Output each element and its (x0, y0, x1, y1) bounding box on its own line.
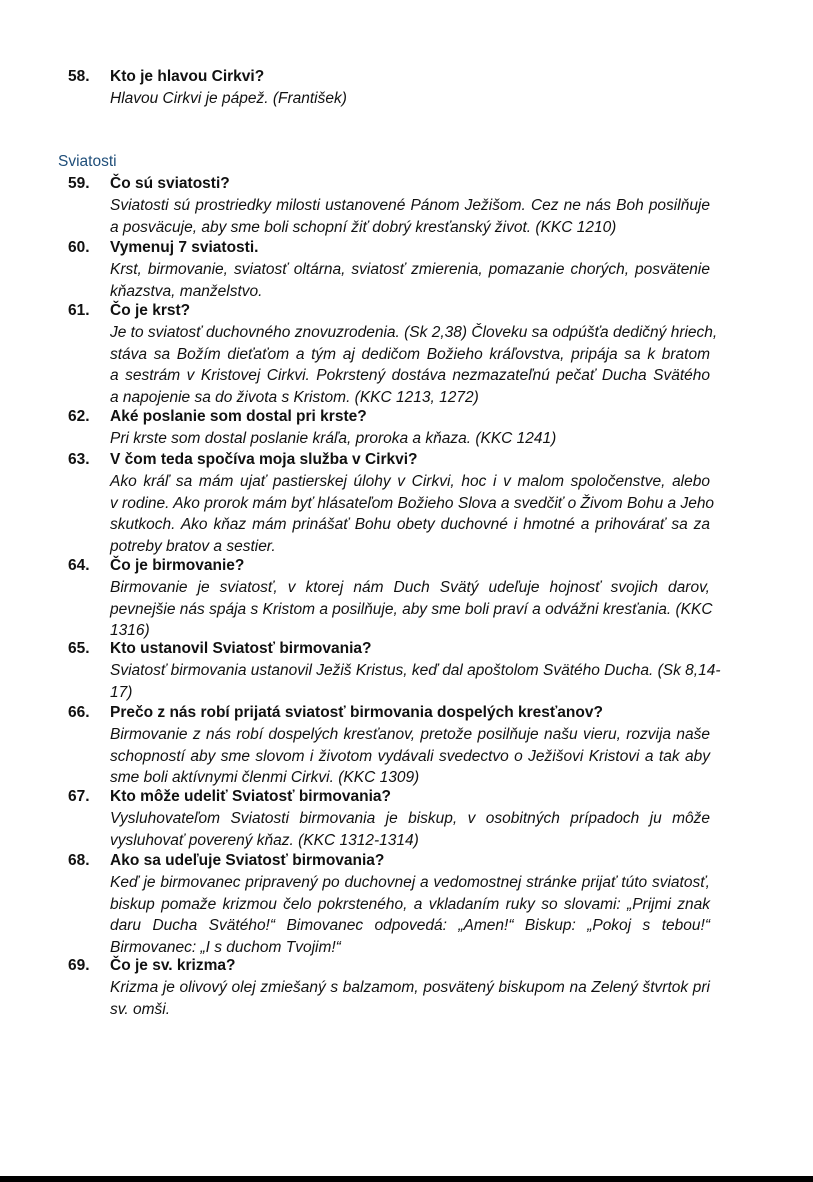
answer-line: schopností aby sme slovom i životom vydávali svedectvo o Ježišovi Kristovi a tak aby (110, 747, 710, 765)
question-number: 68. (68, 852, 90, 869)
answer-text (110, 428, 710, 450)
answer-line: stáva sa Božím dieťaťom a tým aj dedičom Božieho kráľovstva, pripája sa k bratom (110, 345, 710, 363)
question-heading (0, 638, 813, 660)
question-number: 61. (68, 302, 90, 319)
answer-line: a sestrám v Kristovej Cirkvi. Pokrstený dostáva nezmazateľnú pečať Ducha Svätého (110, 367, 710, 384)
answer-text (110, 724, 710, 789)
answer-text (110, 977, 710, 1020)
answer-line: Hlavou Cirkvi je pápež. (František) (110, 90, 347, 107)
question-number: 69. (68, 957, 90, 974)
question-number: 62. (68, 408, 90, 425)
answer-text (110, 471, 715, 557)
question-heading (0, 555, 813, 577)
answer-line: vysluhovať poverený kňaz. (KKC 1312-1314) (110, 831, 419, 849)
question-text: Vymenuj 7 sviatosti. (110, 239, 259, 256)
question-heading (0, 449, 813, 471)
question-heading (0, 406, 813, 428)
answer-text (110, 872, 710, 958)
answer-line: biskup pomaže krizmou čelo pokrsteného, a vkladaním ruky so slovami: „Prijmi znak (110, 895, 710, 913)
answer-line: Birmovanie z nás robí dospelých kresťanov, pretože posilňuje našu vieru, rozvija naše (110, 726, 710, 743)
answer-line: v rodine. Ako prorok mám byť hlásateľom Božieho Slova a svedčiť o Živom Bohu a Jeho (110, 494, 715, 512)
answer-line: Ako kráľ sa mám ujať pastierskej úlohy v Cirkvi, hoc i v malom spoločenstve, alebo (110, 473, 710, 490)
question-text: Kto ustanovil Sviatosť birmovania? (110, 640, 372, 657)
question-number: 66. (68, 704, 90, 721)
answer-line: Sviatosť birmovania ustanovil Ježiš Kristus, keď dal apoštolom Svätého Ducha. (Sk 8,14- (110, 662, 721, 679)
question-number: 58. (68, 68, 90, 85)
answer-line: Krizma je olivový olej zmiešaný s balzamom, posvätený biskupom na Zelený štvrtok pri (110, 979, 710, 996)
question-text: Prečo z nás robí prijatá sviatosť birmovania dospelých kresťanov? (110, 704, 603, 721)
question-heading (0, 786, 813, 808)
question-text: Čo sú sviatosti? (110, 175, 230, 192)
section-heading: Sviatosti (58, 153, 117, 170)
answer-text (110, 660, 721, 703)
answer-text (110, 577, 713, 642)
question-heading (0, 66, 813, 88)
answer-line: daru Ducha Svätého!“ Bimovanec odpovedá: „Amen!“ Biskup: „Pokoj s tebou!“ (110, 917, 710, 934)
question-text: Čo je birmovanie? (110, 557, 245, 574)
question-number: 64. (68, 557, 90, 574)
question-text: Kto je hlavou Cirkvi? (110, 68, 265, 85)
answer-text (110, 88, 710, 110)
question-heading (0, 850, 813, 872)
answer-line: Birmovanie je sviatosť, v ktorej nám Duch Svätý udeľuje hojnosť svojich darov, (110, 579, 710, 596)
answer-line: Sviatosti sú prostriedky milosti ustanovené Pánom Ježišom. Cez ne nás Boh posilňuje (110, 197, 710, 214)
answer-line: Keď je birmovanec pripravený po duchovnej a vedomostnej stránke prijať túto sviatosť, (110, 874, 710, 891)
question-text: Čo je sv. krizma? (110, 957, 236, 974)
answer-line: a posväcuje, aby sme boli schopní žiť dobrý kresťanský život. (KKC 1210) (110, 218, 617, 236)
page-bottom-border (0, 1176, 813, 1182)
question-heading (0, 300, 813, 322)
answer-line: Krst, birmovanie, sviatosť oltárna, sviatosť zmierenia, pomazanie chorých, posvätenie (110, 261, 710, 278)
answer-line: skutkoch. Ako kňaz mám prinášať Bohu obety duchovné i hmotné a prihovárať sa za (110, 516, 710, 533)
answer-text (110, 259, 710, 302)
question-heading (0, 955, 813, 977)
question-number: 65. (68, 640, 90, 657)
answer-line: sv. omši. (110, 1000, 170, 1018)
question-number: 60. (68, 239, 90, 256)
answer-line: 17) (110, 683, 133, 701)
answer-line: 1316) (110, 622, 150, 639)
answer-text (110, 322, 718, 408)
answer-text (110, 808, 710, 851)
question-text: Kto môže udeliť Sviatosť birmovania? (110, 788, 391, 805)
question-number: 63. (68, 451, 90, 468)
answer-text (110, 195, 710, 238)
question-number: 67. (68, 788, 90, 805)
answer-line: Birmovanec: „I s duchom Tvojim!“ (110, 938, 341, 956)
question-number: 59. (68, 175, 90, 192)
answer-line: kňazstva, manželstvo. (110, 282, 263, 300)
answer-line: sme boli aktívnymi členmi Cirkvi. (KKC 1309) (110, 769, 420, 786)
answer-line: Je to sviatosť duchovného znovuzrodenia. (Sk 2,38) Človeku sa odpúšťa dedičný hriech, (110, 324, 718, 341)
answer-line: Vysluhovateľom Sviatosti birmovania je biskup, v osobitných prípadoch ju môže (110, 810, 710, 827)
question-heading (0, 173, 813, 195)
question-text: Čo je krst? (110, 302, 191, 319)
answer-line: a napojenie sa do života s Kristom. (KKC 1213, 1272) (110, 388, 479, 406)
question-heading (0, 702, 813, 724)
answer-line: Pri krste som dostal poslanie kráľa, proroka a kňaza. (KKC 1241) (110, 430, 557, 447)
question-text: Ako sa udeľuje Sviatosť birmovania? (110, 852, 385, 869)
question-text: Aké poslanie som dostal pri krste? (110, 408, 367, 425)
answer-line: pevnejšie nás spája s Kristom a posilňuje, aby sme boli praví a odvážni kresťania. (KKC (110, 600, 713, 618)
question-heading (0, 237, 813, 259)
answer-line: potreby bratov a sestier. (110, 537, 276, 555)
question-text: V čom teda spočíva moja služba v Cirkvi? (110, 451, 418, 468)
